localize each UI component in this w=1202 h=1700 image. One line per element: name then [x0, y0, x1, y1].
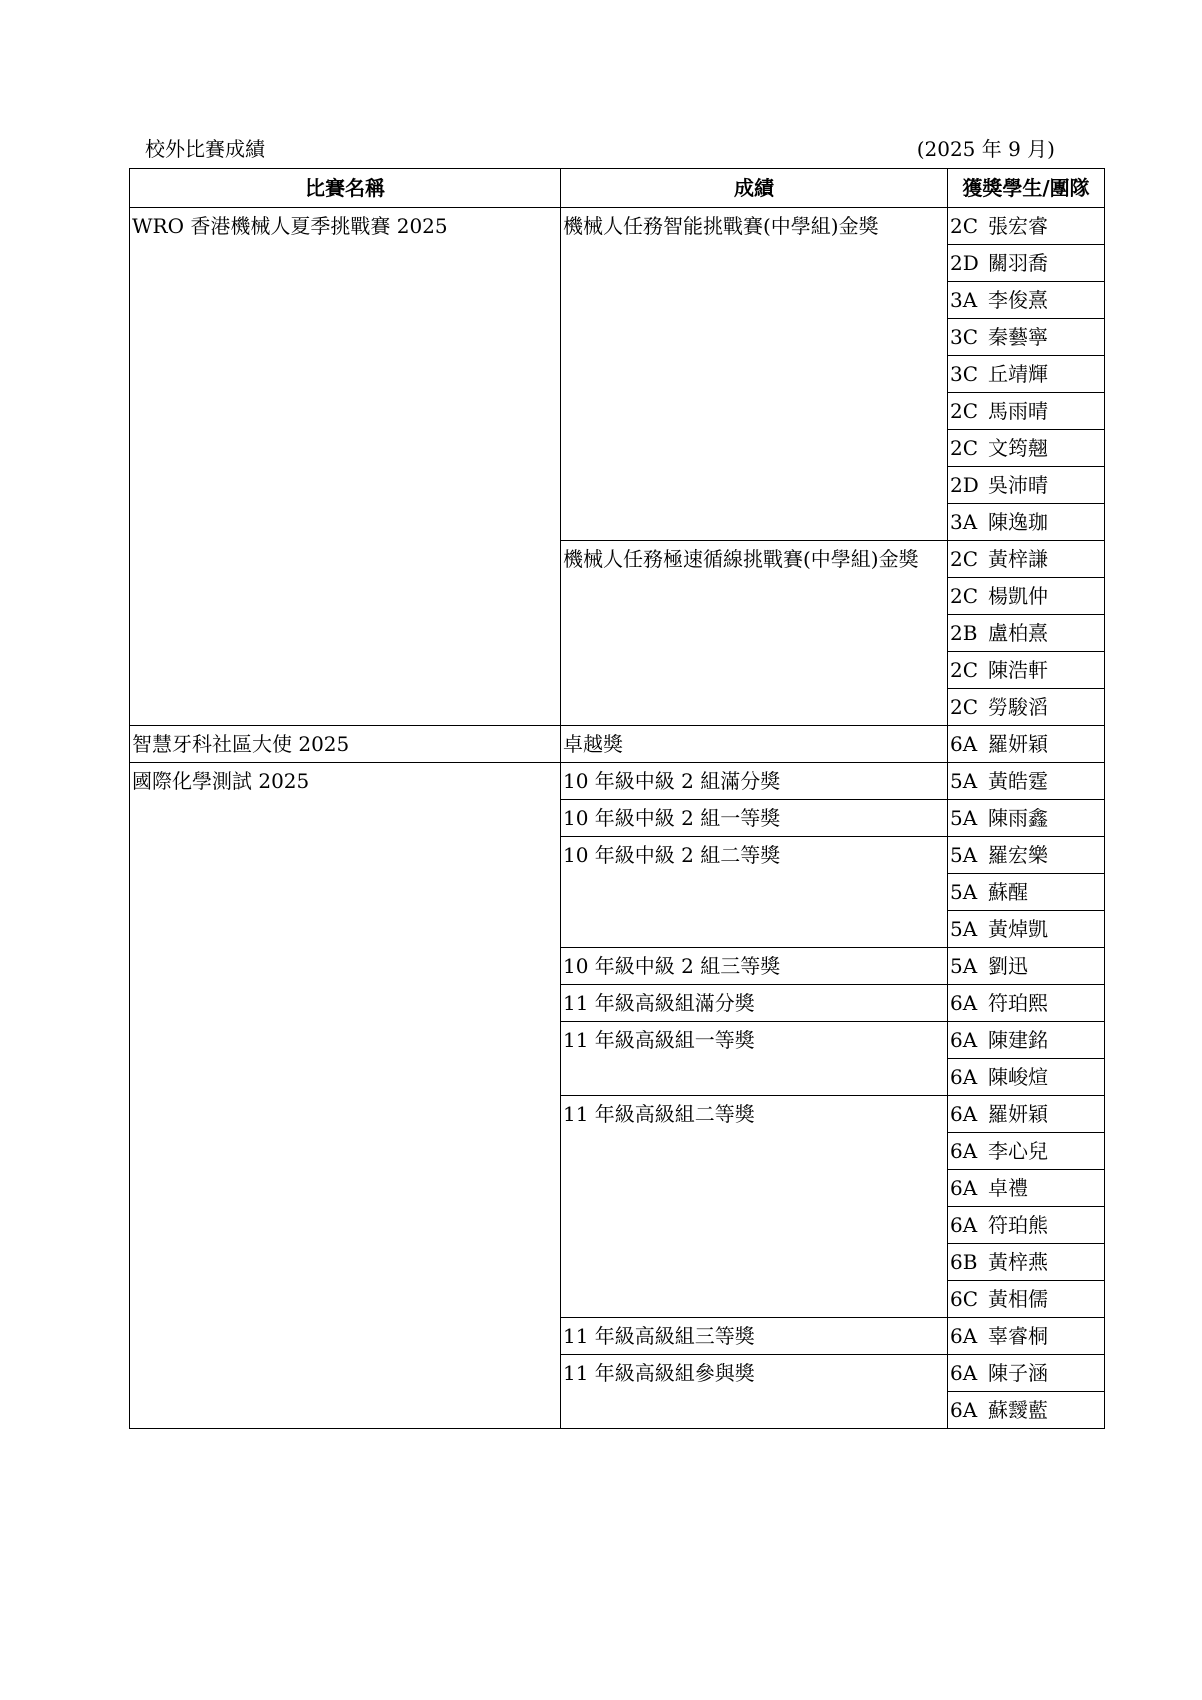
student-name: 羅宏樂: [988, 843, 1048, 867]
student-name: 李心兒: [988, 1139, 1048, 1163]
results-table: [129, 168, 1105, 1429]
student-cell: [948, 208, 1105, 245]
student-class: 6A: [950, 1065, 978, 1089]
student-name: 卓禮: [988, 1176, 1028, 1200]
student-class: 2C: [950, 436, 979, 460]
student-cell: [948, 726, 1105, 763]
student-class: 5A: [950, 880, 978, 904]
student-cell: [948, 1170, 1105, 1207]
student-class: 2D: [950, 251, 979, 275]
student-name: 盧柏熹: [988, 621, 1048, 645]
student-class: 6A: [950, 991, 978, 1015]
student-cell: [948, 1392, 1105, 1429]
student-class: 2B: [950, 621, 978, 645]
student-class: 6A: [950, 1028, 978, 1052]
student-cell: [948, 1281, 1105, 1318]
student-class: 5A: [950, 954, 978, 978]
student-class: 5A: [950, 806, 978, 830]
student-class: 3C: [950, 325, 979, 349]
column-header-students: 獲獎學生/團隊: [948, 169, 1105, 208]
student-name: 蘇靉藍: [988, 1398, 1048, 1422]
award-result-cell: 機械人任務智能挑戰賽(中學組)金獎: [561, 208, 948, 541]
report-date: (2025 年 9 月): [916, 137, 1055, 161]
student-class: 3A: [950, 288, 978, 312]
award-result-cell: 10 年級中級 2 組一等獎: [561, 800, 948, 837]
student-class: 2C: [950, 399, 979, 423]
student-class: 6A: [950, 1361, 978, 1385]
student-cell: [948, 800, 1105, 837]
student-name: 黃相儒: [988, 1287, 1048, 1311]
student-cell: [948, 615, 1105, 652]
student-name: 陳峻煊: [988, 1065, 1048, 1089]
award-result-cell: 11 年級高級組二等獎: [561, 1096, 948, 1318]
student-name: 劉迅: [988, 954, 1028, 978]
student-name: 關羽喬: [988, 251, 1048, 275]
student-class: 2C: [950, 695, 979, 719]
student-class: 6C: [950, 1287, 979, 1311]
results-table-body: [130, 208, 1105, 1429]
student-name: 吳沛晴: [988, 473, 1048, 497]
award-result-cell: 卓越獎: [561, 726, 948, 763]
student-class: 6A: [950, 1102, 978, 1126]
student-cell: [948, 578, 1105, 615]
column-header-competition: 比賽名稱: [130, 169, 561, 208]
student-cell: [948, 282, 1105, 319]
student-name: 李俊熹: [988, 288, 1048, 312]
award-result-cell: 11 年級高級組參與獎: [561, 1355, 948, 1429]
student-class: 6A: [950, 1398, 978, 1422]
table-row: [130, 763, 1105, 800]
student-cell: [948, 689, 1105, 726]
student-name: 陳雨鑫: [988, 806, 1048, 830]
student-name: 文筠翹: [988, 436, 1048, 460]
student-cell: [948, 319, 1105, 356]
student-class: 2C: [950, 547, 979, 571]
student-cell: [948, 541, 1105, 578]
page-title: 校外比賽成績: [145, 137, 265, 161]
student-cell: [948, 1059, 1105, 1096]
student-name: 辜睿桐: [988, 1324, 1048, 1348]
award-result-cell: 10 年級中級 2 組滿分獎: [561, 763, 948, 800]
student-name: 陳浩軒: [988, 658, 1048, 682]
student-name: 黃皓霆: [988, 769, 1048, 793]
student-class: 2C: [950, 584, 979, 608]
competition-name-cell: WRO 香港機械人夏季挑戰賽 2025: [130, 208, 561, 726]
table-row: [130, 208, 1105, 245]
student-cell: [948, 504, 1105, 541]
student-class: 3C: [950, 362, 979, 386]
student-name: 符珀熊: [988, 1213, 1048, 1237]
student-cell: [948, 1133, 1105, 1170]
page-header: [145, 133, 1055, 163]
student-class: 6B: [950, 1250, 978, 1274]
student-cell: [948, 1355, 1105, 1392]
student-cell: [948, 1022, 1105, 1059]
student-name: 楊凱仲: [988, 584, 1048, 608]
student-class: 5A: [950, 843, 978, 867]
student-cell: [948, 948, 1105, 985]
student-name: 陳逸珈: [988, 510, 1048, 534]
student-name: 陳建銘: [988, 1028, 1048, 1052]
student-class: 3A: [950, 510, 978, 534]
student-class: 6A: [950, 1213, 978, 1237]
student-cell: [948, 874, 1105, 911]
award-result-cell: 11 年級高級組滿分獎: [561, 985, 948, 1022]
award-result-cell: 11 年級高級組一等獎: [561, 1022, 948, 1096]
student-cell: [948, 356, 1105, 393]
competition-name-cell: 智慧牙科社區大使 2025: [130, 726, 561, 763]
student-name: 張宏睿: [988, 214, 1048, 238]
student-cell: [948, 837, 1105, 874]
student-cell: [948, 1318, 1105, 1355]
student-class: 5A: [950, 769, 978, 793]
student-name: 黃焯凱: [988, 917, 1048, 941]
student-class: 2C: [950, 214, 979, 238]
award-result-cell: 10 年級中級 2 組二等獎: [561, 837, 948, 948]
student-class: 6A: [950, 1139, 978, 1163]
student-cell: [948, 430, 1105, 467]
student-class: 6A: [950, 732, 978, 756]
student-name: 黃梓燕: [988, 1250, 1048, 1274]
student-cell: [948, 911, 1105, 948]
student-name: 丘靖輝: [988, 362, 1048, 386]
student-class: 5A: [950, 917, 978, 941]
student-cell: [948, 763, 1105, 800]
student-name: 羅妍穎: [988, 732, 1048, 756]
student-name: 黃梓謙: [988, 547, 1048, 571]
student-class: 2C: [950, 658, 979, 682]
student-name: 蘇醒: [988, 880, 1028, 904]
student-cell: [948, 1096, 1105, 1133]
student-cell: [948, 245, 1105, 282]
student-name: 勞駿滔: [988, 695, 1048, 719]
student-name: 羅妍穎: [988, 1102, 1048, 1126]
student-cell: [948, 467, 1105, 504]
student-class: 6A: [950, 1176, 978, 1200]
student-name: 秦藝寧: [988, 325, 1048, 349]
student-name: 符珀熙: [988, 991, 1048, 1015]
student-name: 陳子涵: [988, 1361, 1048, 1385]
student-cell: [948, 652, 1105, 689]
student-cell: [948, 985, 1105, 1022]
award-result-cell: 10 年級中級 2 組三等獎: [561, 948, 948, 985]
student-cell: [948, 1244, 1105, 1281]
award-result-cell: 11 年級高級組三等獎: [561, 1318, 948, 1355]
student-cell: [948, 1207, 1105, 1244]
table-row: [130, 726, 1105, 763]
student-class: 2D: [950, 473, 979, 497]
student-name: 馬雨晴: [988, 399, 1048, 423]
student-cell: [948, 393, 1105, 430]
table-header-row: [130, 169, 1105, 208]
competition-name-cell: 國際化學測試 2025: [130, 763, 561, 1429]
column-header-result: 成績: [561, 169, 948, 208]
award-result-cell: 機械人任務極速循線挑戰賽(中學組)金獎: [561, 541, 948, 726]
student-class: 6A: [950, 1324, 978, 1348]
